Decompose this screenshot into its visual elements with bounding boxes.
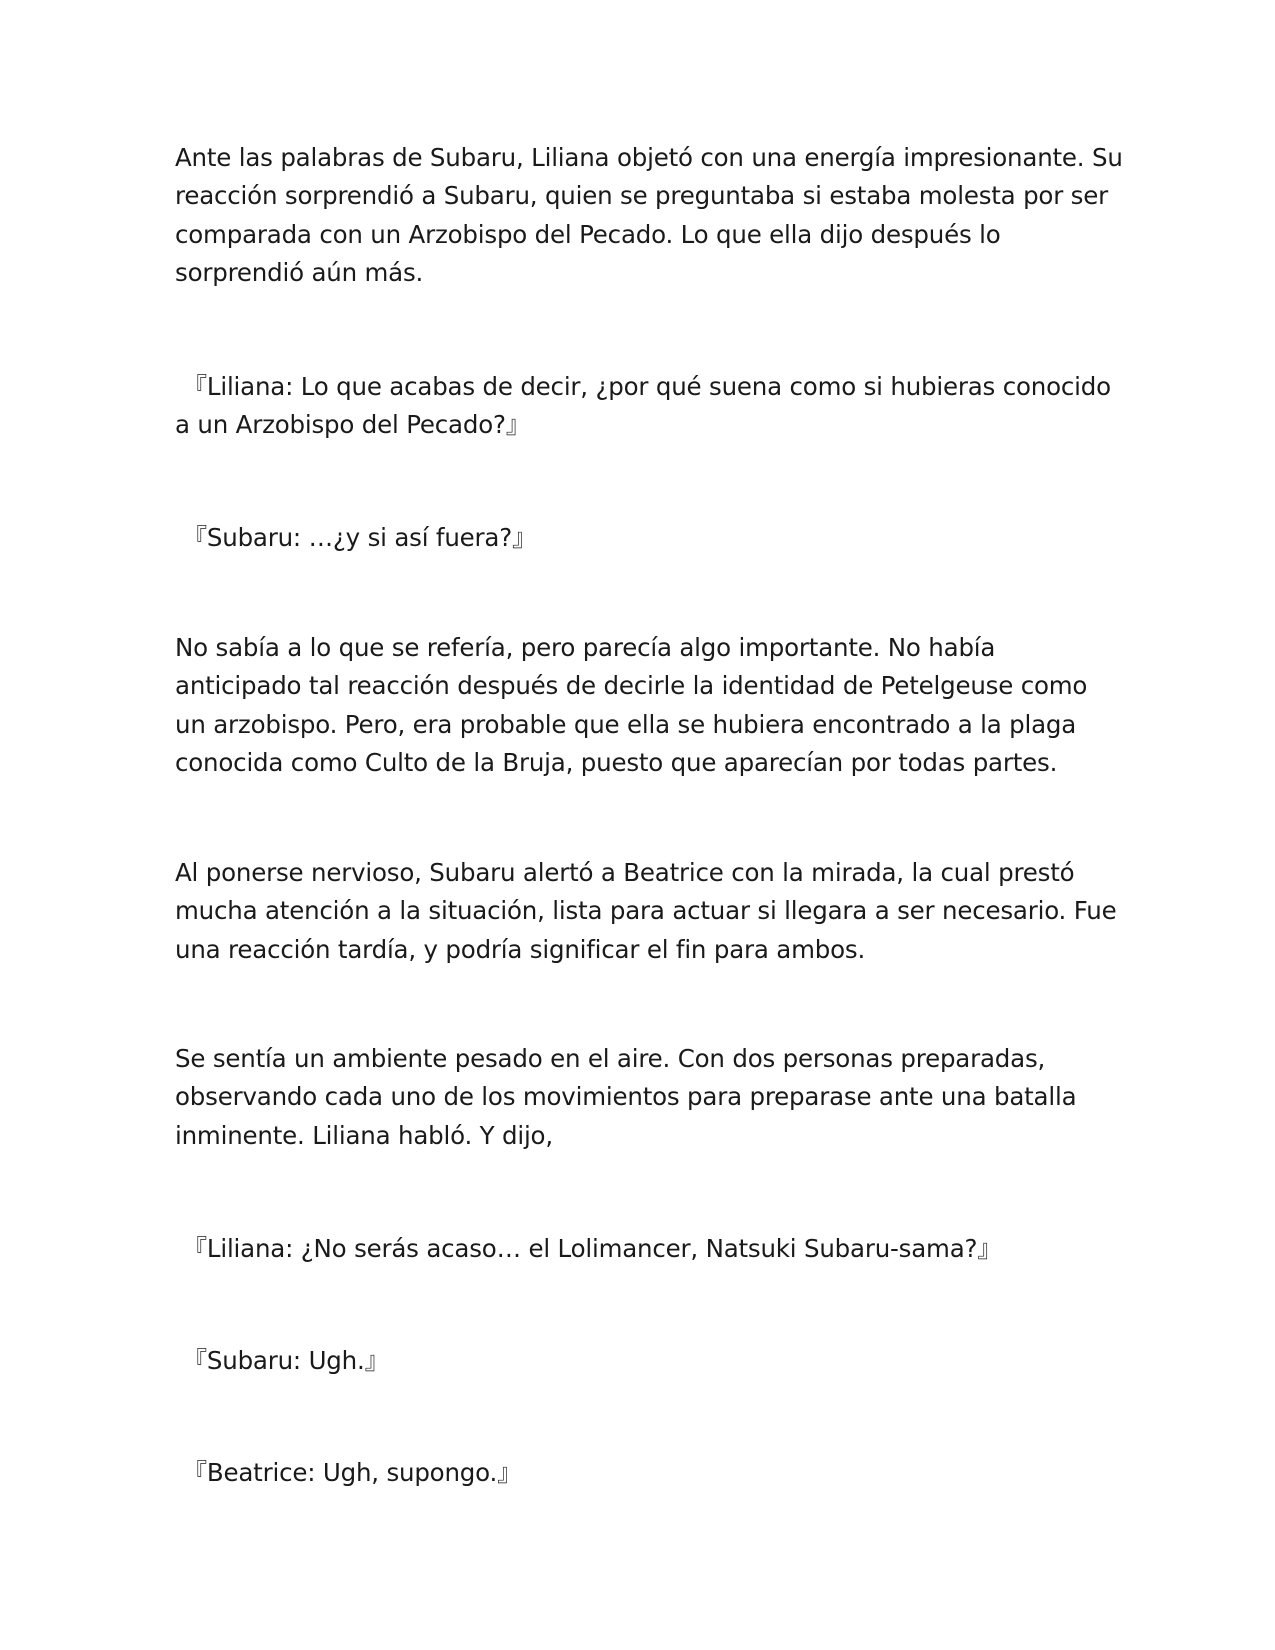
text-line: a un Arzobispo del Pecado?』 <box>175 410 531 440</box>
dialogue-subaru-1 <box>175 519 1100 557</box>
text-line: mucha atención a la situación, lista para actuar si llegara a ser necesario. Fue <box>175 896 1117 926</box>
dialogue-beatrice-1 <box>175 1454 1100 1492</box>
text-line: un arzobispo. Pero, era probable que ella se hubiera encontrado a la plaga <box>175 709 1077 739</box>
text-line: Se sentía un ambiente pesado en el aire. Con dos personas preparadas, <box>175 1044 1046 1073</box>
dialogue-liliana-1 <box>175 368 1111 445</box>
text-line: 『Subaru: …¿y si así fuera?』 <box>175 523 537 552</box>
text-line: Al ponerse nervioso, Subaru alertó a Beatrice con la mirada, la cual prestó <box>175 858 1075 887</box>
text-line: Ante las palabras de Subaru, Liliana objetó con una energía impresionante. Su <box>175 143 1123 172</box>
dialogue-liliana-2 <box>175 1230 1100 1268</box>
dialogue-subaru-2 <box>175 1342 1100 1380</box>
paragraph-narration-4 <box>175 1040 1100 1155</box>
text-line: 『Subaru: Ugh.』 <box>175 1346 389 1375</box>
text-line: 『Liliana: Lo que acabas de decir, ¿por qué suena como si hubieras conocido <box>175 372 1111 401</box>
text-line: sorprendió aún más. <box>175 258 424 288</box>
paragraph-narration-3 <box>175 854 1117 969</box>
text-line: conocida como Culto de la Bruja, puesto que aparecían por todas partes. <box>175 748 1058 778</box>
paragraph-narration-2 <box>175 629 1100 783</box>
text-line: inminente. Liliana habló. Y dijo, <box>175 1120 553 1150</box>
paragraph-narration-1 <box>175 139 1123 293</box>
text-line: 『Liliana: ¿No serás acaso… el Lolimancer, Natsuki Subaru-sama?』 <box>175 1234 1002 1263</box>
text-line: una reacción tardía, y podría significar el fin para ambos. <box>175 934 866 964</box>
text-line: observando cada uno de los movimientos para preparase ante una batalla <box>175 1082 1077 1112</box>
text-line: reacción sorprendió a Subaru, quien se preguntaba si estaba molesta por ser <box>175 181 1108 211</box>
text-line: comparada con un Arzobispo del Pecado. Lo que ella dijo después lo <box>175 219 1001 249</box>
text-line: anticipado tal reacción después de decirle la identidad de Petelgeuse como <box>175 671 1088 701</box>
text-line: No sabía a lo que se refería, pero parecía algo importante. No había <box>175 633 996 662</box>
text-line: 『Beatrice: Ugh, supongo.』 <box>175 1458 522 1487</box>
